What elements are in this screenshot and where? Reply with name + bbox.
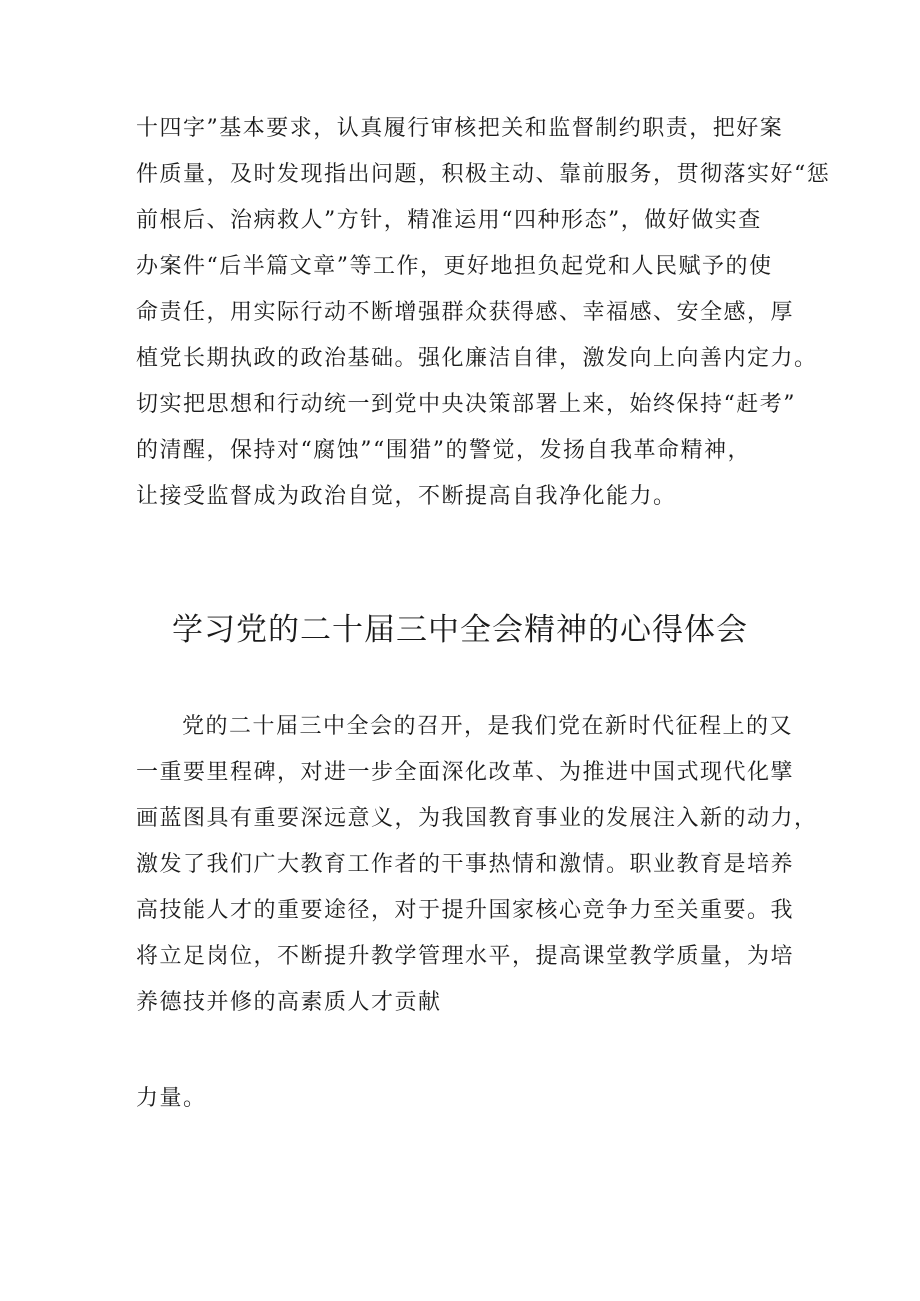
paragraph-line: 让接受监督成为政治自觉，不断提高自我净化能力。 bbox=[136, 484, 677, 509]
section-paragraph bbox=[136, 704, 816, 1026]
section-title: 学习党的二十届三中全会精神的心得体会 bbox=[172, 612, 748, 648]
paragraph-line: 力量。 bbox=[136, 1086, 207, 1111]
continued-paragraph bbox=[136, 106, 831, 520]
paragraph-line: 将立足岗位，不断提升教学管理水平，提高课堂教学质量，为培 bbox=[136, 944, 795, 969]
paragraph-line: 画蓝图具有重要深远意义，为我国教育事业的发展注入新的动力， bbox=[136, 806, 818, 831]
paragraph-line: 一重要里程碑，对进一步全面深化改革、为推进中国式现代化擘 bbox=[136, 760, 795, 785]
paragraph-line: 切实把思想和行动统一到党中央决策部署上来，始终保持“赶考” bbox=[136, 392, 796, 417]
trailing-paragraph bbox=[136, 1076, 816, 1122]
paragraph-line: 前根后、治病救人”方针，精准运用“四种形态”，做好做实查 bbox=[136, 208, 762, 233]
paragraph-line: 党的二十届三中全会的召开，是我们党在新时代征程上的又 bbox=[182, 714, 794, 739]
paragraph-line: 十四字”基本要求，认真履行审核把关和监督制约职责，把好案 bbox=[136, 116, 784, 141]
paragraph-line: 养德技并修的高素质人才贡献 bbox=[136, 990, 442, 1015]
paragraph-line: 办案件“后半篇文章”等工作，更好地担负起党和人民赋予的使 bbox=[136, 254, 773, 279]
paragraph-line: 高技能人才的重要途径，对于提升国家核心竞争力至关重要。我 bbox=[136, 898, 795, 923]
paragraph-line: 植党长期执政的政治基础。强化廉洁自律，激发向上向善内定力。 bbox=[136, 346, 818, 371]
paragraph-line: 命责任，用实际行动不断增强群众获得感、幸福感、安全感，厚 bbox=[136, 300, 795, 325]
paragraph-line: 件质量，及时发现指出问题，积极主动、靠前服务，贯彻落实好“惩 bbox=[136, 162, 831, 187]
paragraph-line: 激发了我们广大教育工作者的干事热情和激情。职业教育是培养 bbox=[136, 852, 795, 877]
paragraph-line: 的清醒，保持对“腐蚀”“围猎”的警觉，发扬自我革命精神， bbox=[136, 438, 751, 463]
